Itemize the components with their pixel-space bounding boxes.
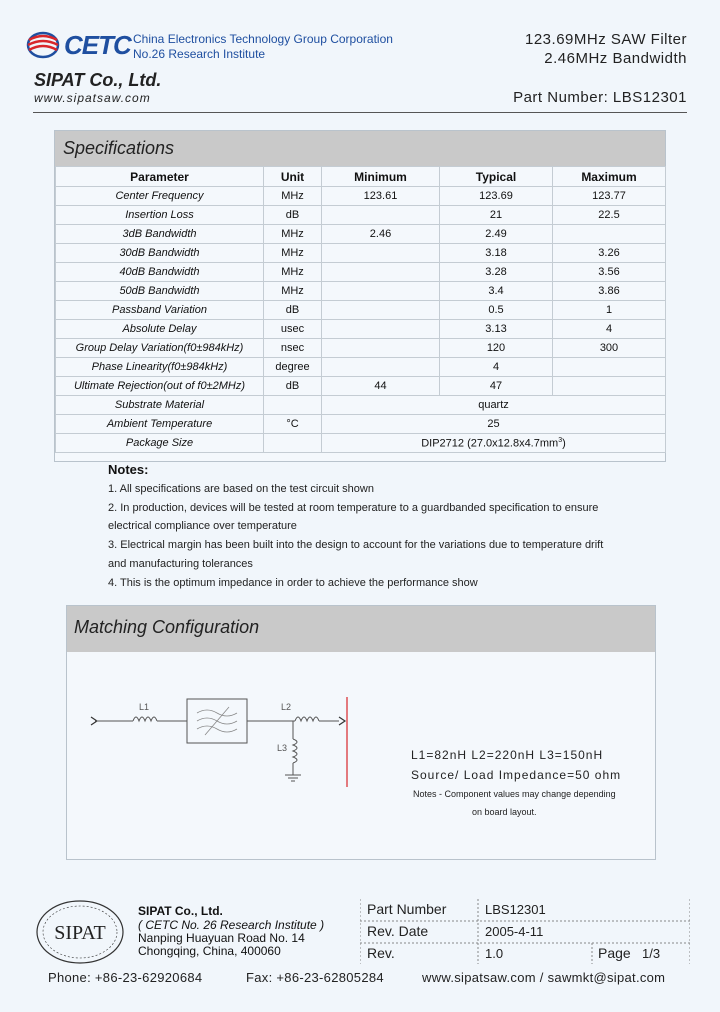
value-cell (322, 358, 440, 377)
parameter-cell: Substrate Material (56, 396, 264, 415)
value-cell (553, 377, 666, 396)
span-value-text: quartz (478, 399, 509, 411)
component-values: L1=82nH L2=220nH L3=150nH (411, 748, 604, 762)
table-row (56, 263, 666, 282)
unit-cell (264, 396, 322, 415)
page-label: Page (598, 945, 631, 961)
footer-institute: ( CETC No. 26 Research Institute ) (138, 918, 325, 932)
brand-name: CETC (64, 30, 131, 60)
table-row (56, 434, 666, 453)
product-bandwidth: 2.46MHz Bandwidth (544, 50, 687, 67)
parameter-cell: 50dB Bandwidth (56, 282, 264, 301)
footer-phone: Phone: +86-23-62920684 (48, 970, 203, 985)
part-number-value: LBS12301 (485, 902, 546, 917)
value-cell: 1 (553, 301, 666, 320)
parameter-cell: Absolute Delay (56, 320, 264, 339)
parameter-cell: Insertion Loss (56, 206, 264, 225)
parameter-cell: 40dB Bandwidth (56, 263, 264, 282)
rev-label: Rev. (367, 945, 395, 961)
footer-city: Chongqing, China, 400060 (138, 944, 281, 958)
value-cell: dB (264, 301, 322, 320)
value-cell: 3.4 (440, 282, 553, 301)
column-header: Typical (440, 167, 553, 187)
value-cell: 3.28 (440, 263, 553, 282)
value-cell: 44 (322, 377, 440, 396)
value-cell: nsec (264, 339, 322, 358)
value-cell: 21 (440, 206, 553, 225)
value-cell: 123.61 (322, 187, 440, 206)
span-value-tail: ) (562, 437, 566, 450)
inductor-l3-icon (293, 739, 297, 763)
column-header: Minimum (322, 167, 440, 187)
table-row (56, 339, 666, 358)
parameter-cell: Ambient Temperature (56, 415, 264, 434)
company-line-1: China Electronics Technology Group Corporation (133, 32, 393, 46)
sipat-seal-logo (34, 898, 126, 966)
header-divider (33, 112, 687, 113)
part-number-label: Part Number (367, 901, 447, 917)
table-row (56, 358, 666, 377)
note-item: electrical compliance over temperature (108, 520, 297, 532)
value-cell: dB (264, 377, 322, 396)
notes-title: Notes: (108, 462, 149, 477)
table-row (56, 415, 666, 434)
value-cell (553, 225, 666, 244)
span-value-superscript: 3 (558, 436, 563, 444)
matching-panel (66, 605, 656, 860)
value-cell: 2.46 (322, 225, 440, 244)
component-note-line-1: Notes - Component values may change depending (413, 789, 616, 799)
table-row (56, 225, 666, 244)
value-cell (322, 339, 440, 358)
table-row (56, 206, 666, 225)
inductor-l2-label: L2 (281, 702, 292, 712)
cetc-logo-icon (26, 30, 60, 60)
value-cell: 3.18 (440, 244, 553, 263)
value-cell: degree (264, 358, 322, 377)
note-item: 3. Electrical margin has been built into the design to account for the variations due to temperature drift (108, 539, 604, 551)
rev-value: 1.0 (485, 946, 504, 961)
value-cell: 123.69 (440, 187, 553, 206)
value-cell: MHz (264, 244, 322, 263)
span-value-cell (322, 396, 666, 415)
value-cell: MHz (264, 225, 322, 244)
value-cell: MHz (264, 263, 322, 282)
output-arrow-icon (339, 717, 345, 725)
matching-header (67, 606, 655, 652)
value-cell: 3.86 (553, 282, 666, 301)
sipat-title: SIPAT Co., Ltd. (34, 70, 162, 90)
specifications-table (55, 166, 666, 453)
rev-date-value: 2005-4-11 (485, 924, 544, 939)
matching-circuit-diagram (87, 691, 357, 791)
value-cell (322, 244, 440, 263)
part-number-header: Part Number: LBS12301 (513, 89, 687, 106)
parameter-cell: Phase Linearity(f0±984kHz) (56, 358, 264, 377)
value-cell: 0.5 (440, 301, 553, 320)
value-cell: usec (264, 320, 322, 339)
value-cell: 123.77 (553, 187, 666, 206)
column-header: Unit (264, 167, 322, 187)
value-cell: 4 (440, 358, 553, 377)
note-item: 4. This is the optimum impedance in order to achieve the performance show (108, 577, 478, 589)
parameter-cell: Group Delay Variation(f0±984kHz) (56, 339, 264, 358)
table-row (56, 282, 666, 301)
table-row (56, 320, 666, 339)
note-item: 2. In production, devices will be tested at room temperature to a guardbanded specification to ensure (108, 502, 599, 514)
inductor-l1-label: L1 (139, 702, 150, 712)
value-cell: 3.13 (440, 320, 553, 339)
component-note-line-2: on board layout. (472, 807, 537, 817)
parameter-cell: 3dB Bandwidth (56, 225, 264, 244)
value-cell: 3.56 (553, 263, 666, 282)
span-value-text: 25 (487, 418, 500, 430)
value-cell: 120 (440, 339, 553, 358)
value-cell (322, 320, 440, 339)
footer-company-name: SIPAT Co., Ltd. (138, 904, 223, 918)
column-header: Parameter (56, 167, 264, 187)
table-row (56, 301, 666, 320)
parameter-cell: Passband Variation (56, 301, 264, 320)
inductor-l2-icon (295, 717, 319, 721)
product-title: 123.69MHz SAW Filter (525, 31, 687, 48)
table-row (56, 187, 666, 206)
footer-address: Nanping Huayuan Road No. 14 (138, 931, 305, 945)
inductor-l3-label: L3 (277, 743, 288, 753)
impedance-value: Source/ Load Impedance=50 ohm (411, 768, 622, 782)
page-value: 1/3 (642, 946, 661, 961)
parameter-cell: Center Frequency (56, 187, 264, 206)
footer-web-email[interactable]: www.sipatsaw.com / sawmkt@sipat.com (422, 970, 666, 985)
value-cell: 22.5 (553, 206, 666, 225)
rev-date-label: Rev. Date (367, 923, 429, 939)
parameter-cell: 30dB Bandwidth (56, 244, 264, 263)
span-value-cell (322, 434, 666, 453)
value-cell: 2.49 (440, 225, 553, 244)
value-cell: 4 (553, 320, 666, 339)
inductor-l1-icon (133, 717, 157, 721)
specifications-title: Specifications (63, 138, 175, 158)
column-header: Maximum (553, 167, 666, 187)
matching-title: Matching Configuration (74, 617, 260, 637)
value-cell (322, 282, 440, 301)
footer-fax: Fax: +86-23-62805284 (246, 970, 384, 985)
value-cell (322, 263, 440, 282)
company-line-2: No.26 Research Institute (133, 47, 266, 61)
specifications-header (55, 131, 665, 166)
seal-text: SIPAT (54, 922, 106, 944)
value-cell (322, 206, 440, 225)
table-header-row (56, 167, 666, 187)
specifications-panel (54, 130, 666, 462)
unit-cell (264, 434, 322, 453)
value-cell: 300 (553, 339, 666, 358)
value-cell: dB (264, 206, 322, 225)
value-cell: MHz (264, 282, 322, 301)
table-row (56, 244, 666, 263)
value-cell (322, 301, 440, 320)
value-cell: 3.26 (553, 244, 666, 263)
note-item: and manufacturing tolerances (108, 558, 253, 570)
span-value-cell (322, 415, 666, 434)
table-row (56, 377, 666, 396)
span-value-text: DIP2712 (27.0x12.8x4.7mm (421, 437, 559, 450)
value-cell: MHz (264, 187, 322, 206)
parameter-cell: Package Size (56, 434, 264, 453)
website-link[interactable]: www.sipatsaw.com (34, 91, 151, 105)
unit-cell: °C (264, 415, 322, 434)
value-cell: 47 (440, 377, 553, 396)
parameter-cell: Ultimate Rejection(out of f0±2MHz) (56, 377, 264, 396)
note-item: 1. All specifications are based on the test circuit shown (108, 483, 374, 495)
table-row (56, 396, 666, 415)
value-cell (553, 358, 666, 377)
